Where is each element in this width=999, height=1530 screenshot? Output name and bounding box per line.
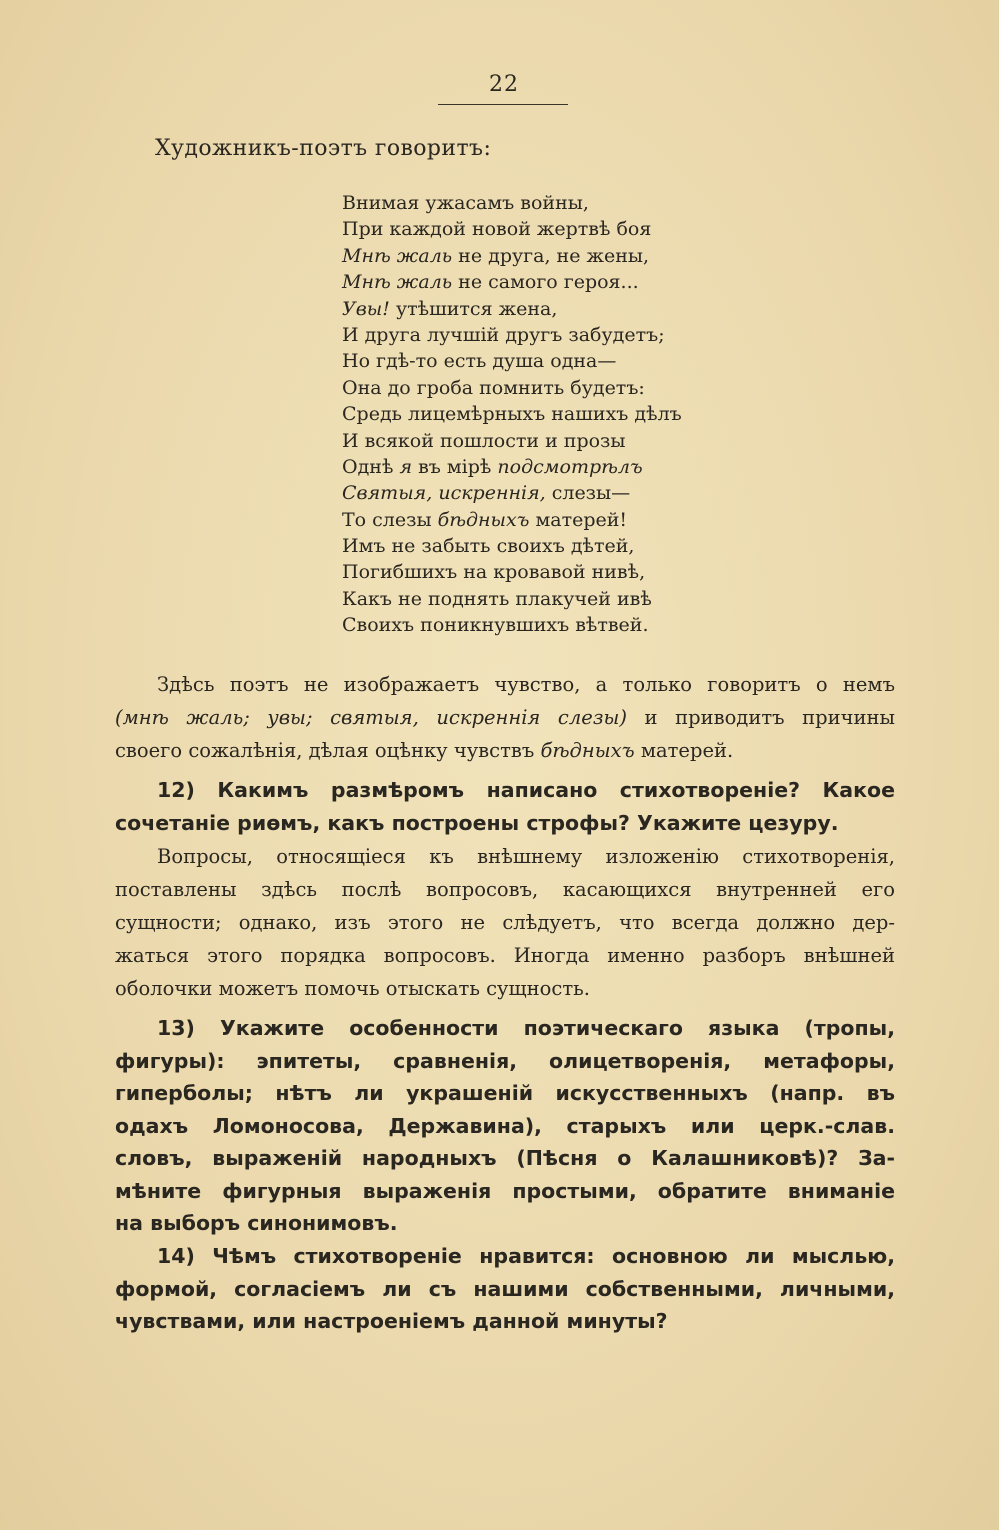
- poem-line: [342, 559, 742, 585]
- italic-text: Увы!: [342, 297, 390, 320]
- text-run: Однѣ: [342, 455, 400, 478]
- poem-line: [342, 348, 742, 374]
- paragraph-line: [115, 701, 895, 734]
- paragraph-line: гиперболы; нѣтъ ли украшеній искусственныхъ (напр. въ: [115, 1081, 895, 1105]
- italic-text: бѣдныхъ: [437, 508, 530, 531]
- text-run: Имъ не забыть своихъ дѣтей,: [342, 535, 635, 558]
- text-run: матерей.: [634, 739, 734, 762]
- text-run: слезы—: [545, 482, 631, 505]
- paragraph-line: мѣните фигурныя выраженія простыми, обратите вниманіе: [115, 1178, 895, 1203]
- poem-block: [342, 190, 742, 639]
- poem-line: [342, 612, 742, 638]
- text-run: И всякой пошлости и прозы: [342, 429, 626, 452]
- text-run: Она до гроба помнить будетъ:: [342, 376, 645, 399]
- paragraph-line: [115, 734, 895, 767]
- text-run: Здѣсь поэтъ не изображаетъ чувство, а только говоритъ о немъ: [157, 673, 895, 696]
- italic-text: Мнѣ жаль: [342, 244, 453, 267]
- page-number-rule: [438, 104, 568, 105]
- poem-line: [342, 454, 742, 480]
- paragraph-line: сущности; однако, изъ этого не слѣдуетъ, что всегда должно дер-: [115, 911, 895, 934]
- paragraph-line: Вопросы, относящіеся къ внѣшнему изложенію стихотворенія,: [157, 845, 895, 868]
- paragraph-line: на выборъ синонимовъ.: [115, 1211, 398, 1235]
- italic-text: бѣдныхъ: [540, 739, 635, 762]
- text-run: И друга лучшій другъ забудетъ;: [342, 323, 665, 346]
- italic-text: подсмотрѣлъ: [497, 455, 643, 478]
- question-12-explanation: [115, 840, 895, 1005]
- text-run: Но гдѣ-то есть душа одна—: [342, 350, 617, 373]
- paragraph-line: оболочки можетъ помочь отыскать сущность.: [115, 977, 590, 1000]
- text-run: утѣшится жена,: [389, 297, 558, 320]
- poem-line: [342, 533, 742, 559]
- paragraph-line: формой, согласіемъ ли съ нашими собственными, личными,: [115, 1276, 895, 1301]
- poem-line: [342, 375, 742, 401]
- text-run: Внимая ужасамъ войны,: [342, 192, 589, 214]
- poem-line: [342, 586, 742, 612]
- poem-line: [342, 216, 742, 242]
- commentary-paragraph: [115, 668, 895, 767]
- poem-line: [342, 243, 742, 269]
- text-run: не самого героя...: [452, 271, 639, 294]
- italic-text: (мнѣ жаль; увы; святыя, искреннія слезы): [115, 706, 627, 729]
- paragraph-line: фигуры): эпитеты, сравненія, олицетворенія, метафоры,: [115, 1048, 895, 1073]
- paragraph-line: словъ, выраженій народныхъ (Пѣсня о Калашниковѣ)? За-: [115, 1146, 895, 1170]
- poem-line: [342, 322, 742, 348]
- italic-text: Мнѣ жаль: [342, 271, 453, 294]
- paragraph-line: [115, 668, 895, 701]
- page-number: 22: [489, 72, 519, 97]
- poem-line: [342, 401, 742, 427]
- poem-line: [342, 507, 742, 533]
- paragraph-line: жаться этого порядка вопросовъ. Иногда именно разборъ внѣшней: [115, 944, 895, 967]
- text-run: своего сожалѣнія, дѣлая оцѣнку чувствъ: [115, 739, 541, 762]
- text-run: Средь лицемѣрныхъ нашихъ дѣлъ: [342, 403, 682, 426]
- intro-line: Художникъ-поэтъ говоритъ:: [155, 136, 492, 161]
- text-run: въ мірѣ: [412, 455, 498, 478]
- paragraph-line: 13) Укажите особенности поэтическаго языка (тропы,: [157, 1016, 895, 1040]
- poem-line: [342, 480, 742, 506]
- italic-text: Святыя, искреннія,: [342, 482, 546, 505]
- text-run: Какъ не поднять плакучей ивѣ: [342, 587, 652, 610]
- text-run: То слезы: [342, 508, 438, 531]
- question-13: [115, 1012, 895, 1240]
- text-run: и приводитъ причины: [626, 706, 895, 729]
- poem-line: [342, 296, 742, 322]
- paragraph-line: чувствами, или настроеніемъ данной минуты?: [115, 1309, 668, 1333]
- poem-line: [342, 269, 742, 295]
- paragraph-line: одахъ Ломоносова, Державина), старыхъ или церк.-слав.: [115, 1113, 895, 1138]
- text-run: матерей!: [529, 508, 628, 531]
- text-run: При каждой новой жертвѣ боя: [342, 218, 652, 241]
- paragraph-line: поставлены здѣсь послѣ вопросовъ, касающихся внутренней его: [115, 878, 895, 901]
- italic-text: я: [399, 455, 413, 478]
- text-run: не друга, не жены,: [452, 244, 650, 267]
- poem-line: [342, 190, 742, 216]
- paragraph-line: 14) Чѣмъ стихотвореніе нравится: основною ли мыслью,: [157, 1244, 895, 1268]
- question-12: [115, 774, 895, 840]
- poem-line: [342, 428, 742, 454]
- paragraph-line: 12) Какимъ размѣромъ написано стихотвореніе? Какое: [157, 778, 895, 802]
- text-run: Погибшихъ на кровавой нивѣ,: [342, 561, 646, 584]
- text-run: Своихъ поникнувшихъ вѣтвей.: [342, 614, 649, 637]
- paragraph-line: сочетаніе риѳмъ, какъ построены строфы? Укажите цезуру.: [115, 811, 839, 835]
- question-14: [115, 1240, 895, 1338]
